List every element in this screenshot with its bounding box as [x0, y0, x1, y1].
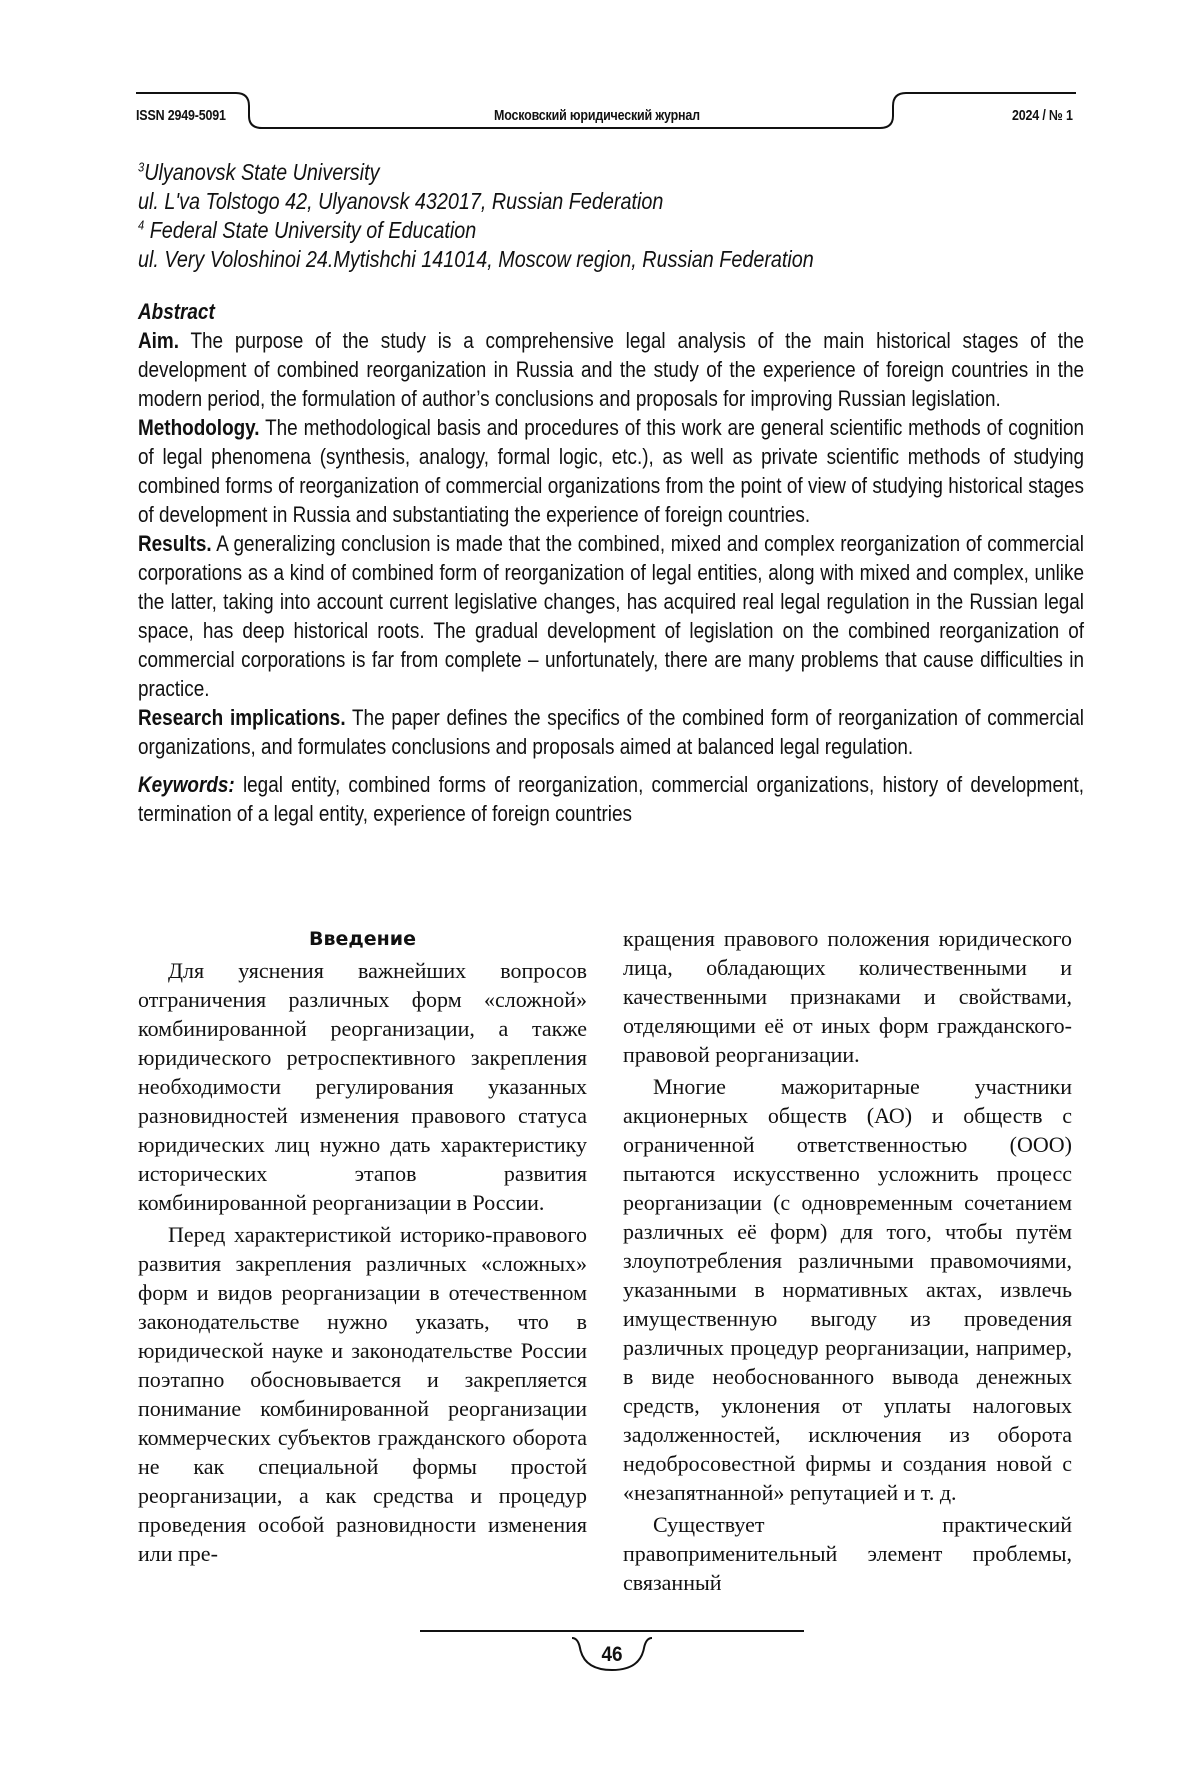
- body-paragraph: кращения правового положения юридического лица, обладающих количественными и качественными признаками и свойствами, отделяющими её от иных форм гражданского-правовой реорганизации.: [623, 926, 1072, 1067]
- body-paragraph: Многие мажоритарные участники акционерных обществ (АО) и обществ с ограниченной ответственностью (ООО) пытаются искусственно усложнить процесс реорганизации (с одновременным сочетанием различных её форм) для того, чтобы путём злоупотребления различными правомочиями, указанными в нормативных актах, извлечь имущественную выгоду из проведения различных процедур реорганизации, например, в виде необоснованного вывода денежных средств, уклонения от уплаты налоговых задолженностей, исключения из оборота недобросовестной фирмы и создания новой с «незапятнанной» репутацией и т. д.: [623, 1074, 1072, 1505]
- body-paragraph: Для уяснения важнейших вопросов отграничения различных форм «сложной» комбинированной реорганизации, а также юридического ретроспективного закрепления необходимости регулирования указанных разновидностей изменения правового статуса юридических лиц нужно дать характеристику исторических этапов развития комбинированной реорганизации в России.: [138, 958, 587, 1215]
- footer-rule: [420, 1630, 804, 1632]
- body-paragraph: Существует практический правоприменительный элемент проблемы, связанный: [623, 1512, 1072, 1595]
- abstract-results: Results. A generalizing conclusion is made that the combined, mixed and complex reorganization of commercial corporations as a kind of combined form of reorganization of legal entities, along with mixed and complex, unlike the latter, taking into account current legislative changes, has acquired real legal regulation in the Russian legal space, has deep historical roots. The gradual development of legislation on the combined reorganization of commercial corporations is far from complete – unfortunately, there are many problems that cause difficulties in practice.: [138, 531, 1085, 701]
- affiliation-line: ul. L'va Tolstogo 42, Ulyanovsk 432017, Russian Federation: [138, 188, 664, 214]
- article-body: [138, 924, 1084, 1624]
- body-paragraph: Перед характеристикой историко-правового развития закрепления различных «сложных» форм и видов реорганизации в отечественном законодательстве нужно указать, что в юридической науке и законодательстве России поэтапно обосновывается и закрепляется понимание комбинированной реорганизации коммерческих субъектов гражданского оборота не как специальной формы простой реорганизации, а как средства и процедур проведения особой разновидности изменения или пре-: [138, 1222, 587, 1566]
- page-number: 46: [601, 1643, 623, 1666]
- abstract-title: Abstract: [138, 299, 215, 324]
- affiliation-line: $^3$Ulyanovsk State University: [138, 159, 380, 185]
- abstract-section: [138, 297, 1084, 828]
- abstract-methodology: Methodology. The methodological basis and procedures of this work are general scientific methods of cognition of legal phenomena (synthesis, analogy, formal logic, etc.), as well as private scientific methods of studying combined forms of reorganization of commercial organizations from the point of view of studying historical stages of development in Russia and substantiating the experience of foreign countries.: [138, 415, 1084, 527]
- journal-title: Московский юридический журнал: [494, 108, 700, 124]
- abstract-implications: Research implications. The paper defines the specifics of the combined form of reorganization of commercial organizations, and formulates conclusions and proposals aimed at balanced legal regulation.: [138, 705, 1084, 759]
- issn-label: ISSN 2949-5091: [136, 108, 226, 124]
- issue-label: 2024 / № 1: [1012, 108, 1073, 124]
- affiliation-line: $^4$ Federal State University of Education: [138, 217, 477, 243]
- affiliations: [138, 158, 1078, 274]
- left-column: [138, 924, 587, 1571]
- right-column: [623, 924, 1072, 1600]
- affiliation-line: ul. Very Voloshinoi 24.Mytishchi 141014, Moscow region, Russian Federation: [138, 246, 814, 272]
- page-number-badge: [512, 1636, 712, 1686]
- keywords: Keywords: legal entity, combined forms of reorganization, commercial organizations, history of development, termination of a legal entity, experience of foreign countries: [138, 772, 1084, 826]
- running-header: [136, 92, 1076, 138]
- abstract-aim: Aim. The purpose of the study is a comprehensive legal analysis of the main historical stages of the development of combined reorganization in Russia and the study of the experience of foreign countries in the modern period, the formulation of author’s conclusions and proposals for improving Russian legislation.: [138, 328, 1085, 411]
- section-heading: Введение: [309, 928, 416, 950]
